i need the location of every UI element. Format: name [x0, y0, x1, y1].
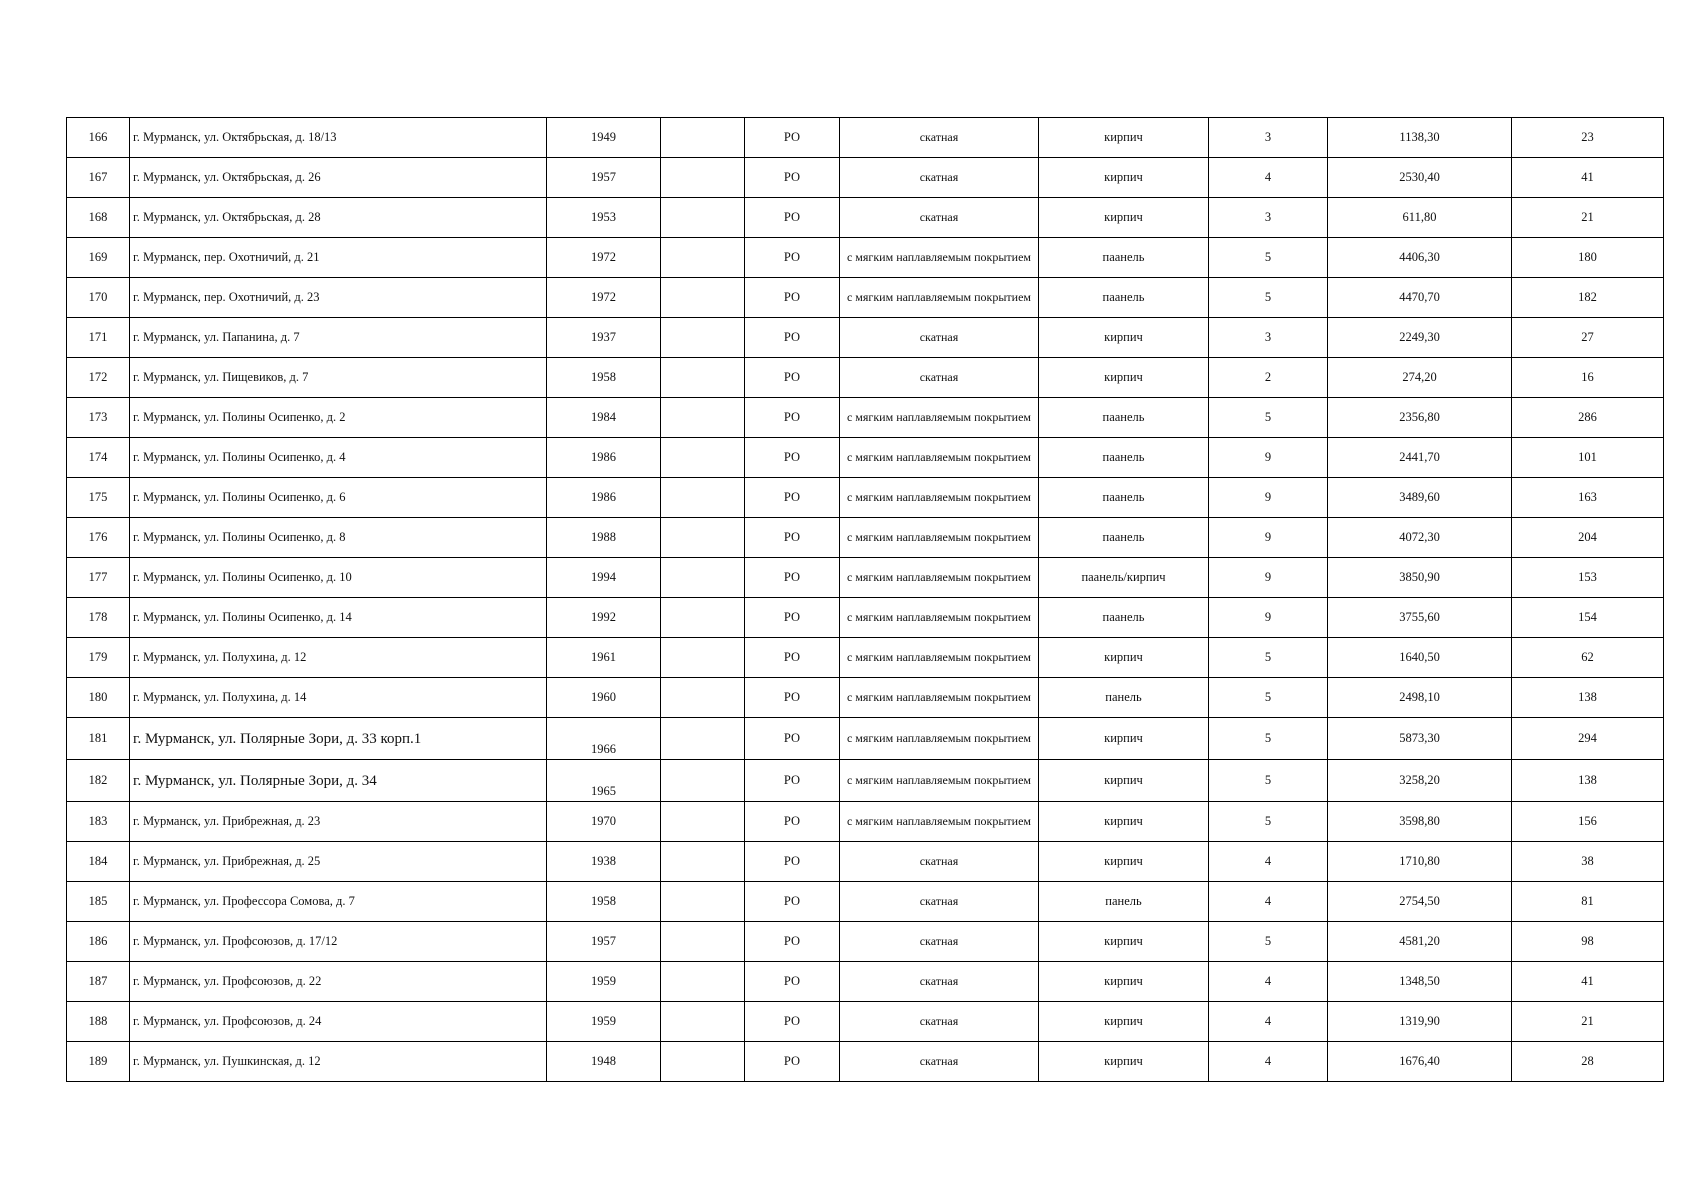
area-cell: 1319,90: [1328, 1002, 1512, 1042]
area-cell: 1710,80: [1328, 842, 1512, 882]
roof-type-cell: скатная: [840, 158, 1039, 198]
address-cell: г. Мурманск, ул. Полины Осипенко, д. 6: [130, 478, 547, 518]
floors-cell: 4: [1209, 842, 1328, 882]
empty-cell: [661, 882, 745, 922]
fund-type-cell: РО: [745, 678, 840, 718]
residents-cell: 138: [1512, 678, 1664, 718]
wall-material-cell: кирпич: [1039, 638, 1209, 678]
residents-cell: 28: [1512, 1042, 1664, 1082]
row-number-cell: 177: [67, 558, 130, 598]
floors-cell: 5: [1209, 802, 1328, 842]
area-cell: 4072,30: [1328, 518, 1512, 558]
address-cell: г. Мурманск, пер. Охотничий, д. 23: [130, 278, 547, 318]
roof-type-cell: с мягким наплавляемым покрытием: [840, 438, 1039, 478]
area-cell: 3598,80: [1328, 802, 1512, 842]
wall-material-cell: паанель: [1039, 518, 1209, 558]
fund-type-cell: РО: [745, 598, 840, 638]
table-row: [67, 882, 1664, 922]
floors-cell: 2: [1209, 358, 1328, 398]
table-row: [67, 962, 1664, 1002]
fund-type-cell: РО: [745, 638, 840, 678]
build-year-cell: 1986: [547, 438, 661, 478]
table-row: [67, 802, 1664, 842]
fund-type-cell: РО: [745, 718, 840, 760]
area-cell: 2356,80: [1328, 398, 1512, 438]
build-year-cell: 1970: [547, 802, 661, 842]
area-cell: 3489,60: [1328, 478, 1512, 518]
wall-material-cell: паанель/кирпич: [1039, 558, 1209, 598]
empty-cell: [661, 598, 745, 638]
table-row: [67, 922, 1664, 962]
roof-type-cell: скатная: [840, 318, 1039, 358]
build-year-cell: 1953: [547, 198, 661, 238]
wall-material-cell: паанель: [1039, 598, 1209, 638]
residents-cell: 204: [1512, 518, 1664, 558]
row-number-cell: 188: [67, 1002, 130, 1042]
wall-material-cell: кирпич: [1039, 1042, 1209, 1082]
wall-material-cell: кирпич: [1039, 922, 1209, 962]
residents-cell: 182: [1512, 278, 1664, 318]
floors-cell: 5: [1209, 718, 1328, 760]
floors-cell: 3: [1209, 318, 1328, 358]
area-cell: 2498,10: [1328, 678, 1512, 718]
area-cell: 4406,30: [1328, 238, 1512, 278]
residents-cell: 23: [1512, 118, 1664, 158]
floors-cell: 9: [1209, 478, 1328, 518]
address-cell: г. Мурманск, ул. Профсоюзов, д. 24: [130, 1002, 547, 1042]
fund-type-cell: РО: [745, 882, 840, 922]
floors-cell: 4: [1209, 962, 1328, 1002]
roof-type-cell: скатная: [840, 922, 1039, 962]
area-cell: 611,80: [1328, 198, 1512, 238]
row-number-cell: 180: [67, 678, 130, 718]
wall-material-cell: паанель: [1039, 238, 1209, 278]
build-year-cell: 1994: [547, 558, 661, 598]
roof-type-cell: скатная: [840, 962, 1039, 1002]
area-cell: 3258,20: [1328, 760, 1512, 802]
row-number-cell: 167: [67, 158, 130, 198]
table-row: [67, 598, 1664, 638]
build-year-cell: 1958: [547, 882, 661, 922]
table-row: [67, 678, 1664, 718]
fund-type-cell: РО: [745, 438, 840, 478]
area-cell: 3850,90: [1328, 558, 1512, 598]
address-cell: г. Мурманск, ул. Октябрьская, д. 18/13: [130, 118, 547, 158]
floors-cell: 5: [1209, 678, 1328, 718]
row-number-cell: 181: [67, 718, 130, 760]
area-cell: 1348,50: [1328, 962, 1512, 1002]
build-year-cell: 1959: [547, 1002, 661, 1042]
floors-cell: 3: [1209, 118, 1328, 158]
empty-cell: [661, 1042, 745, 1082]
address-cell: г. Мурманск, ул. Октябрьская, д. 28: [130, 198, 547, 238]
wall-material-cell: паанель: [1039, 478, 1209, 518]
fund-type-cell: РО: [745, 1002, 840, 1042]
table-row: [67, 842, 1664, 882]
table-row: [67, 358, 1664, 398]
wall-material-cell: паанель: [1039, 278, 1209, 318]
build-year-cell: 1972: [547, 278, 661, 318]
floors-cell: 9: [1209, 558, 1328, 598]
fund-type-cell: РО: [745, 842, 840, 882]
address-cell: г. Мурманск, ул. Полины Осипенко, д. 8: [130, 518, 547, 558]
table-row: [67, 118, 1664, 158]
empty-cell: [661, 278, 745, 318]
address-cell: г. Мурманск, ул. Полины Осипенко, д. 14: [130, 598, 547, 638]
address-cell: г. Мурманск, ул. Прибрежная, д. 25: [130, 842, 547, 882]
area-cell: 3755,60: [1328, 598, 1512, 638]
empty-cell: [661, 638, 745, 678]
table-row: [67, 158, 1664, 198]
residents-cell: 154: [1512, 598, 1664, 638]
wall-material-cell: панель: [1039, 678, 1209, 718]
row-number-cell: 169: [67, 238, 130, 278]
address-cell: г. Мурманск, ул. Папанина, д. 7: [130, 318, 547, 358]
empty-cell: [661, 438, 745, 478]
table-row: [67, 198, 1664, 238]
roof-type-cell: с мягким наплавляемым покрытием: [840, 598, 1039, 638]
wall-material-cell: кирпич: [1039, 842, 1209, 882]
residents-cell: 38: [1512, 842, 1664, 882]
floors-cell: 4: [1209, 882, 1328, 922]
address-cell: г. Мурманск, ул. Октябрьская, д. 26: [130, 158, 547, 198]
fund-type-cell: РО: [745, 760, 840, 802]
table-row: [67, 1042, 1664, 1082]
roof-type-cell: скатная: [840, 198, 1039, 238]
build-year-cell: 1988: [547, 518, 661, 558]
floors-cell: 5: [1209, 638, 1328, 678]
table-row: [67, 638, 1664, 678]
floors-cell: 5: [1209, 398, 1328, 438]
roof-type-cell: скатная: [840, 882, 1039, 922]
roof-type-cell: скатная: [840, 118, 1039, 158]
build-year-cell: 1972: [547, 238, 661, 278]
build-year-cell: 1984: [547, 398, 661, 438]
roof-type-cell: с мягким наплавляемым покрытием: [840, 478, 1039, 518]
build-year-cell: 1986: [547, 478, 661, 518]
wall-material-cell: панель: [1039, 882, 1209, 922]
row-number-cell: 170: [67, 278, 130, 318]
floors-cell: 3: [1209, 198, 1328, 238]
row-number-cell: 189: [67, 1042, 130, 1082]
build-year-cell: 1960: [547, 678, 661, 718]
floors-cell: 9: [1209, 598, 1328, 638]
row-number-cell: 175: [67, 478, 130, 518]
row-number-cell: 171: [67, 318, 130, 358]
fund-type-cell: РО: [745, 518, 840, 558]
area-cell: 1640,50: [1328, 638, 1512, 678]
floors-cell: 4: [1209, 1002, 1328, 1042]
address-cell: г. Мурманск, ул. Прибрежная, д. 23: [130, 802, 547, 842]
floors-cell: 4: [1209, 1042, 1328, 1082]
fund-type-cell: РО: [745, 238, 840, 278]
table-body: [67, 118, 1664, 1082]
table-row: [67, 398, 1664, 438]
empty-cell: [661, 238, 745, 278]
wall-material-cell: кирпич: [1039, 358, 1209, 398]
row-number-cell: 179: [67, 638, 130, 678]
table-row: [67, 718, 1664, 760]
address-cell: г. Мурманск, ул. Полярные Зори, д. 33 корп.1: [130, 718, 547, 760]
address-cell: г. Мурманск, ул. Полины Осипенко, д. 2: [130, 398, 547, 438]
table-row: [67, 760, 1664, 802]
roof-type-cell: с мягким наплавляемым покрытием: [840, 802, 1039, 842]
area-cell: 4470,70: [1328, 278, 1512, 318]
table-row: [67, 278, 1664, 318]
fund-type-cell: РО: [745, 1042, 840, 1082]
area-cell: 5873,30: [1328, 718, 1512, 760]
floors-cell: 5: [1209, 760, 1328, 802]
empty-cell: [661, 760, 745, 802]
build-year-cell: 1957: [547, 922, 661, 962]
area-cell: 2530,40: [1328, 158, 1512, 198]
table-row: [67, 558, 1664, 598]
row-number-cell: 178: [67, 598, 130, 638]
build-year-cell: 1949: [547, 118, 661, 158]
residents-cell: 41: [1512, 158, 1664, 198]
address-cell: г. Мурманск, ул. Полухина, д. 12: [130, 638, 547, 678]
residents-cell: 21: [1512, 198, 1664, 238]
address-cell: г. Мурманск, ул. Пищевиков, д. 7: [130, 358, 547, 398]
housing-registry-table: [66, 117, 1664, 1082]
empty-cell: [661, 962, 745, 1002]
residents-cell: 27: [1512, 318, 1664, 358]
wall-material-cell: кирпич: [1039, 158, 1209, 198]
residents-cell: 41: [1512, 962, 1664, 1002]
floors-cell: 5: [1209, 238, 1328, 278]
floors-cell: 5: [1209, 922, 1328, 962]
build-year-cell: 1937: [547, 318, 661, 358]
build-year-cell: 1957: [547, 158, 661, 198]
table-row: [67, 478, 1664, 518]
row-number-cell: 182: [67, 760, 130, 802]
row-number-cell: 187: [67, 962, 130, 1002]
residents-cell: 62: [1512, 638, 1664, 678]
wall-material-cell: кирпич: [1039, 760, 1209, 802]
fund-type-cell: РО: [745, 802, 840, 842]
area-cell: 2441,70: [1328, 438, 1512, 478]
empty-cell: [661, 922, 745, 962]
wall-material-cell: кирпич: [1039, 718, 1209, 760]
fund-type-cell: РО: [745, 158, 840, 198]
build-year-cell: 1959: [547, 962, 661, 1002]
build-year-cell: 1965: [547, 760, 661, 802]
fund-type-cell: РО: [745, 118, 840, 158]
floors-cell: 9: [1209, 518, 1328, 558]
roof-type-cell: с мягким наплавляемым покрытием: [840, 278, 1039, 318]
empty-cell: [661, 198, 745, 238]
wall-material-cell: кирпич: [1039, 802, 1209, 842]
empty-cell: [661, 1002, 745, 1042]
build-year-cell: 1938: [547, 842, 661, 882]
build-year-cell: 1958: [547, 358, 661, 398]
area-cell: 1138,30: [1328, 118, 1512, 158]
empty-cell: [661, 518, 745, 558]
floors-cell: 9: [1209, 438, 1328, 478]
empty-cell: [661, 718, 745, 760]
row-number-cell: 174: [67, 438, 130, 478]
roof-type-cell: скатная: [840, 842, 1039, 882]
build-year-cell: 1966: [547, 718, 661, 760]
build-year-cell: 1992: [547, 598, 661, 638]
roof-type-cell: с мягким наплавляемым покрытием: [840, 718, 1039, 760]
address-cell: г. Мурманск, ул. Профессора Сомова, д. 7: [130, 882, 547, 922]
build-year-cell: 1948: [547, 1042, 661, 1082]
residents-cell: 101: [1512, 438, 1664, 478]
address-cell: г. Мурманск, ул. Полярные Зори, д. 34: [130, 760, 547, 802]
roof-type-cell: скатная: [840, 1002, 1039, 1042]
address-cell: г. Мурманск, ул. Профсоюзов, д. 22: [130, 962, 547, 1002]
empty-cell: [661, 358, 745, 398]
row-number-cell: 183: [67, 802, 130, 842]
wall-material-cell: паанель: [1039, 438, 1209, 478]
area-cell: 1676,40: [1328, 1042, 1512, 1082]
table-row: [67, 1002, 1664, 1042]
residents-cell: 16: [1512, 358, 1664, 398]
address-cell: г. Мурманск, ул. Пушкинская, д. 12: [130, 1042, 547, 1082]
residents-cell: 286: [1512, 398, 1664, 438]
residents-cell: 163: [1512, 478, 1664, 518]
fund-type-cell: РО: [745, 398, 840, 438]
address-cell: г. Мурманск, ул. Полухина, д. 14: [130, 678, 547, 718]
fund-type-cell: РО: [745, 198, 840, 238]
fund-type-cell: РО: [745, 962, 840, 1002]
wall-material-cell: паанель: [1039, 398, 1209, 438]
floors-cell: 5: [1209, 278, 1328, 318]
empty-cell: [661, 558, 745, 598]
wall-material-cell: кирпич: [1039, 118, 1209, 158]
residents-cell: 153: [1512, 558, 1664, 598]
empty-cell: [661, 842, 745, 882]
floors-cell: 4: [1209, 158, 1328, 198]
residents-cell: 156: [1512, 802, 1664, 842]
row-number-cell: 176: [67, 518, 130, 558]
address-cell: г. Мурманск, пер. Охотничий, д. 21: [130, 238, 547, 278]
area-cell: 2754,50: [1328, 882, 1512, 922]
wall-material-cell: кирпич: [1039, 198, 1209, 238]
wall-material-cell: кирпич: [1039, 962, 1209, 1002]
fund-type-cell: РО: [745, 358, 840, 398]
table-row: [67, 238, 1664, 278]
roof-type-cell: с мягким наплавляемым покрытием: [840, 398, 1039, 438]
residents-cell: 21: [1512, 1002, 1664, 1042]
row-number-cell: 168: [67, 198, 130, 238]
fund-type-cell: РО: [745, 558, 840, 598]
empty-cell: [661, 678, 745, 718]
row-number-cell: 185: [67, 882, 130, 922]
roof-type-cell: скатная: [840, 1042, 1039, 1082]
empty-cell: [661, 478, 745, 518]
fund-type-cell: РО: [745, 478, 840, 518]
roof-type-cell: с мягким наплавляемым покрытием: [840, 558, 1039, 598]
fund-type-cell: РО: [745, 318, 840, 358]
row-number-cell: 184: [67, 842, 130, 882]
empty-cell: [661, 398, 745, 438]
row-number-cell: 173: [67, 398, 130, 438]
row-number-cell: 186: [67, 922, 130, 962]
area-cell: 2249,30: [1328, 318, 1512, 358]
build-year-cell: 1961: [547, 638, 661, 678]
area-cell: 274,20: [1328, 358, 1512, 398]
residents-cell: 98: [1512, 922, 1664, 962]
roof-type-cell: скатная: [840, 358, 1039, 398]
table-row: [67, 518, 1664, 558]
residents-cell: 138: [1512, 760, 1664, 802]
table-row: [67, 318, 1664, 358]
fund-type-cell: РО: [745, 278, 840, 318]
fund-type-cell: РО: [745, 922, 840, 962]
address-cell: г. Мурманск, ул. Полины Осипенко, д. 10: [130, 558, 547, 598]
address-cell: г. Мурманск, ул. Полины Осипенко, д. 4: [130, 438, 547, 478]
roof-type-cell: с мягким наплавляемым покрытием: [840, 518, 1039, 558]
roof-type-cell: с мягким наплавляемым покрытием: [840, 238, 1039, 278]
roof-type-cell: с мягким наплавляемым покрытием: [840, 638, 1039, 678]
residents-cell: 81: [1512, 882, 1664, 922]
row-number-cell: 172: [67, 358, 130, 398]
wall-material-cell: кирпич: [1039, 318, 1209, 358]
roof-type-cell: с мягким наплавляемым покрытием: [840, 678, 1039, 718]
wall-material-cell: кирпич: [1039, 1002, 1209, 1042]
residents-cell: 294: [1512, 718, 1664, 760]
table-row: [67, 438, 1664, 478]
empty-cell: [661, 158, 745, 198]
empty-cell: [661, 802, 745, 842]
address-cell: г. Мурманск, ул. Профсоюзов, д. 17/12: [130, 922, 547, 962]
row-number-cell: 166: [67, 118, 130, 158]
empty-cell: [661, 318, 745, 358]
empty-cell: [661, 118, 745, 158]
residents-cell: 180: [1512, 238, 1664, 278]
area-cell: 4581,20: [1328, 922, 1512, 962]
roof-type-cell: с мягким наплавляемым покрытием: [840, 760, 1039, 802]
